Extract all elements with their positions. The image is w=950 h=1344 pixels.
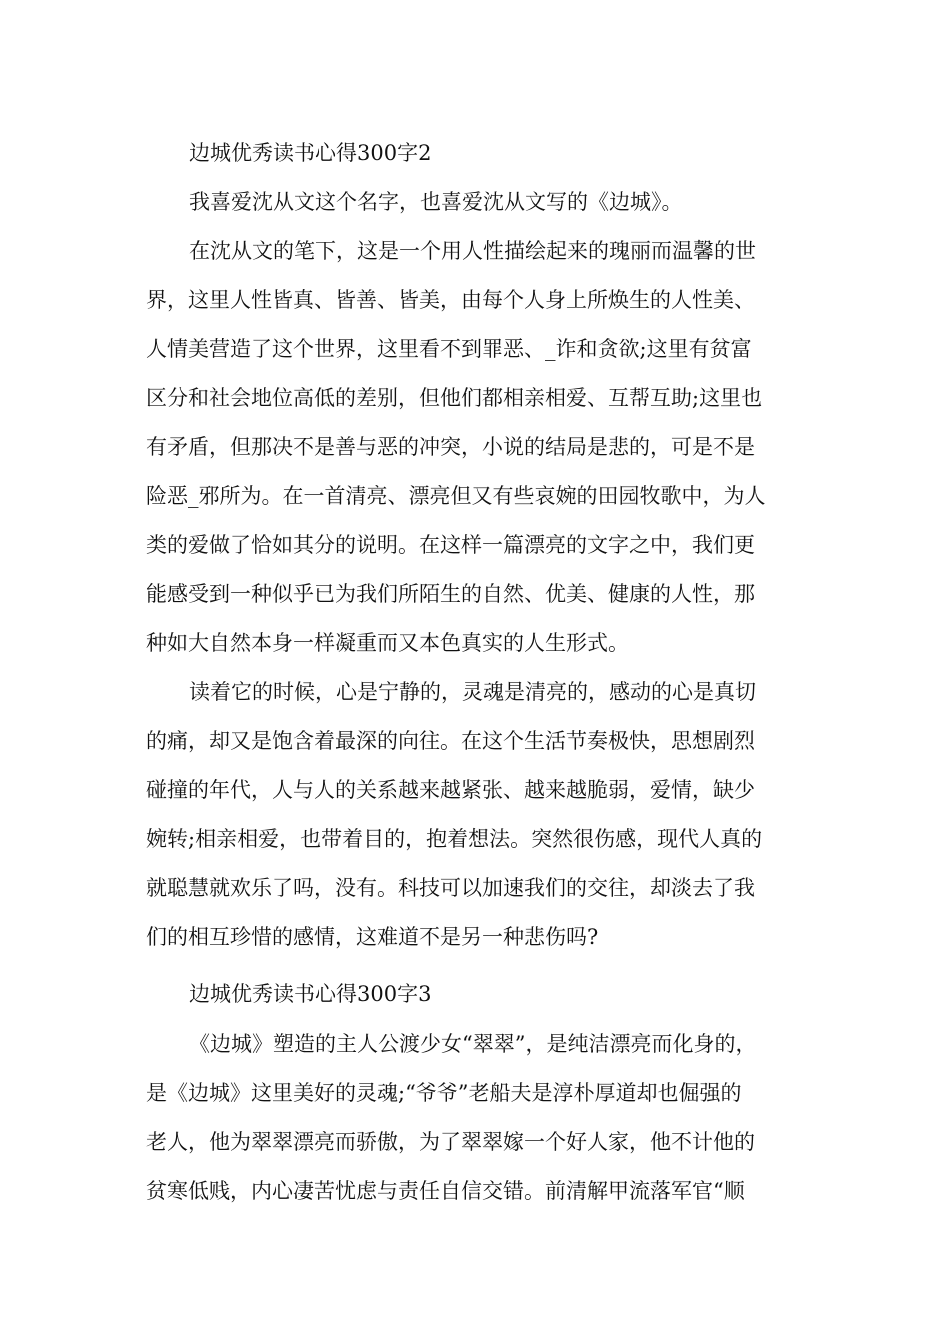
- paragraph-line: 在沈从文的笔下，这是一个用人性描绘起来的瑰丽而温馨的世: [189, 239, 756, 263]
- paragraph-line: 《边城》塑造的主人公渡少女“翠翠”，是纯洁漂亮而化身的，: [189, 1032, 757, 1056]
- paragraph-line: 险恶_邪所为。在一首清亮、漂亮但又有些哀婉的田园牧歌中，为人: [146, 484, 766, 508]
- paragraph-line: 的痛，却又是饱含着最深的向往。在这个生活节奏极快，思想剧烈: [146, 729, 755, 753]
- paragraph-line: 贫寒低贱，内心凄苦忧虑与责任自信交错。前清解甲流落军官“顺: [146, 1179, 745, 1203]
- paragraph-line: 界，这里人性皆真、皆善、皆美，由每个人身上所焕生的人性美、: [146, 288, 755, 312]
- paragraph-line: 有矛盾，但那决不是善与恶的冲突，小说的结局是悲的，可是不是: [146, 435, 755, 459]
- paragraph-line: 种如大自然本身一样凝重而又本色真实的人生形式。: [146, 631, 629, 655]
- paragraph-line: 我喜爱沈从文这个名字，也喜爱沈从文写的《边城》。: [189, 190, 683, 214]
- section-heading: 边城优秀读书心得300字2: [189, 141, 432, 165]
- paragraph-line: 老人，他为翠翠漂亮而骄傲，为了翠翠嫁一个好人家，他不计他的: [146, 1130, 755, 1154]
- section-heading: 边城优秀读书心得300字3: [189, 982, 432, 1006]
- paragraph-line: 人情美营造了这个世界，这里看不到罪恶、_诈和贪欲;这里有贫富: [146, 337, 752, 361]
- paragraph-line: 读着它的时候，心是宁静的，灵魂是清亮的，感动的心是真切: [189, 680, 756, 704]
- paragraph-line: 们的相互珍惜的感情，这难道不是另一种悲伤吗?: [146, 925, 599, 949]
- paragraph-line: 就聪慧就欢乐了吗，没有。科技可以加速我们的交往，却淡去了我: [146, 876, 755, 900]
- paragraph-line: 婉转;相亲相爱，也带着目的，抱着想法。突然很伤感，现代人真的: [146, 827, 763, 851]
- paragraph-line: 能感受到一种似乎已为我们所陌生的自然、优美、健康的人性，那: [146, 582, 755, 606]
- paragraph-line: 区分和社会地位高低的差别，但他们都相亲相爱、互帮互助;这里也: [146, 386, 763, 410]
- paragraph-line: 碰撞的年代，人与人的关系越来越紧张、越来越脆弱，爱情，缺少: [146, 778, 755, 802]
- paragraph-line: 是《边城》这里美好的灵魂;“爷爷”老船夫是淳朴厚道却也倔强的: [146, 1081, 742, 1105]
- paragraph-line: 类的爱做了恰如其分的说明。在这样一篇漂亮的文字之中，我们更: [146, 533, 755, 557]
